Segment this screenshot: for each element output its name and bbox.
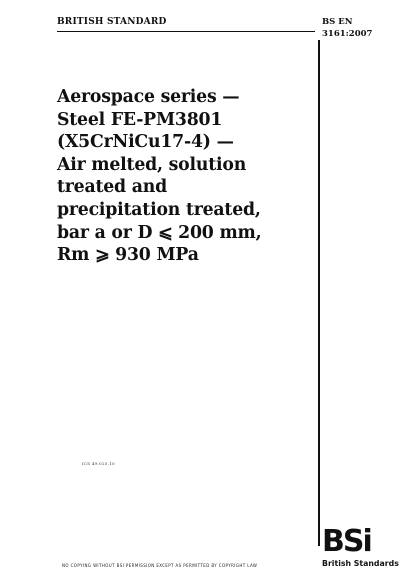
title-line: (X5CrNiCu17-4) — xyxy=(57,132,234,153)
standard-identifier xyxy=(322,16,372,40)
document-type-label: BRITISH STANDARD xyxy=(57,17,167,27)
bsi-logo-name: British Standards xyxy=(322,559,399,568)
bsi-logo-mark: BSi xyxy=(322,524,371,559)
standard-number: 3161:2007 xyxy=(322,29,373,39)
bsi-logo xyxy=(322,524,399,568)
title-line: treated and xyxy=(57,177,168,198)
title-line: Aerospace series — xyxy=(57,87,240,107)
title-line: Rm ⩾ 930 MPa xyxy=(57,245,199,266)
ics-code: ICS 49.025.10 xyxy=(82,461,115,466)
header-rule xyxy=(57,31,315,32)
title-line: Steel FE-PM3801 xyxy=(57,109,223,130)
title-line: Air melted, solution xyxy=(57,154,247,175)
vertical-rule xyxy=(318,40,320,546)
title-line: precipitation treated, xyxy=(57,199,261,220)
copyright-notice: NO COPYING WITHOUT BSI PERMISSION EXCEPT AS PERMITTED BY COPYRIGHT LAW xyxy=(62,563,258,568)
document-title xyxy=(57,86,315,267)
title-line: bar a or D ⩽ 200 mm, xyxy=(57,222,262,243)
standard-code: BS EN xyxy=(322,17,353,27)
